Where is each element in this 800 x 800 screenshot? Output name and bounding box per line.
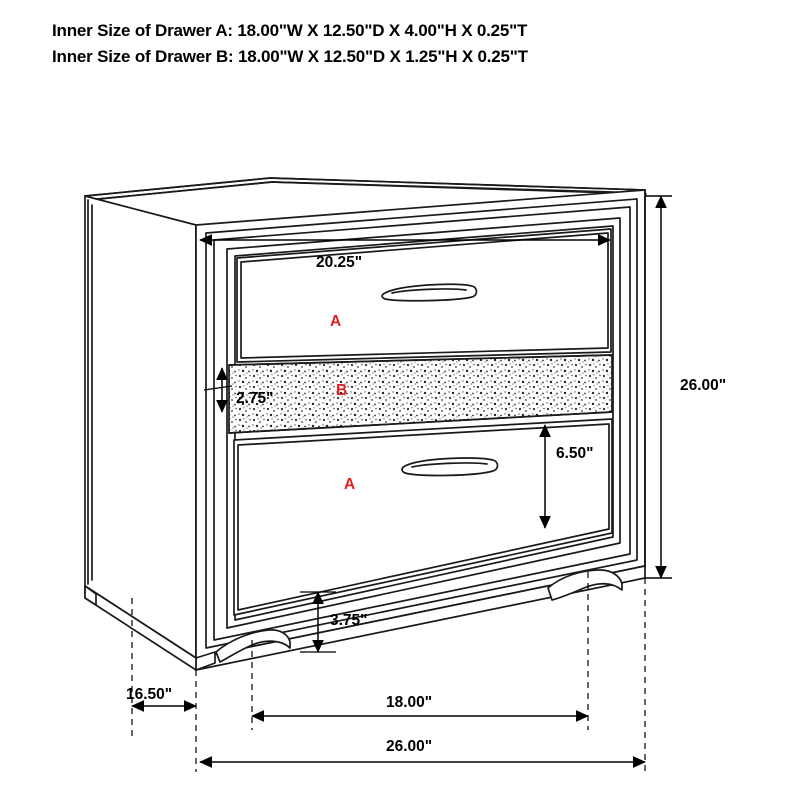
callout-drawer-b-middle: B xyxy=(336,382,348,399)
dim-label-drawer-width: 20.25" xyxy=(316,254,363,271)
dim-label-accent-band-height: 2.75" xyxy=(236,390,274,407)
dim-label-overall-width: 26.00" xyxy=(386,738,433,755)
dim-label-overall-height: 26.00" xyxy=(680,377,727,394)
callout-drawer-a-top: A xyxy=(330,313,342,330)
dim-label-leg-height: 3.75" xyxy=(330,612,368,629)
spec-line-drawer-a: Inner Size of Drawer A: 18.00"W X 12.50"D X 4.00"H X 0.25"T xyxy=(52,21,528,40)
callout-drawer-a-bottom: A xyxy=(344,476,356,493)
spec-line-drawer-b: Inner Size of Drawer B: 18.00"W X 12.50"D X 1.25"H X 0.25"T xyxy=(52,47,528,66)
dim-label-inner-width: 18.00" xyxy=(386,694,433,711)
dim-label-lower-drawer-height: 6.50" xyxy=(556,445,594,462)
dim-label-depth: 16.50" xyxy=(126,686,173,703)
